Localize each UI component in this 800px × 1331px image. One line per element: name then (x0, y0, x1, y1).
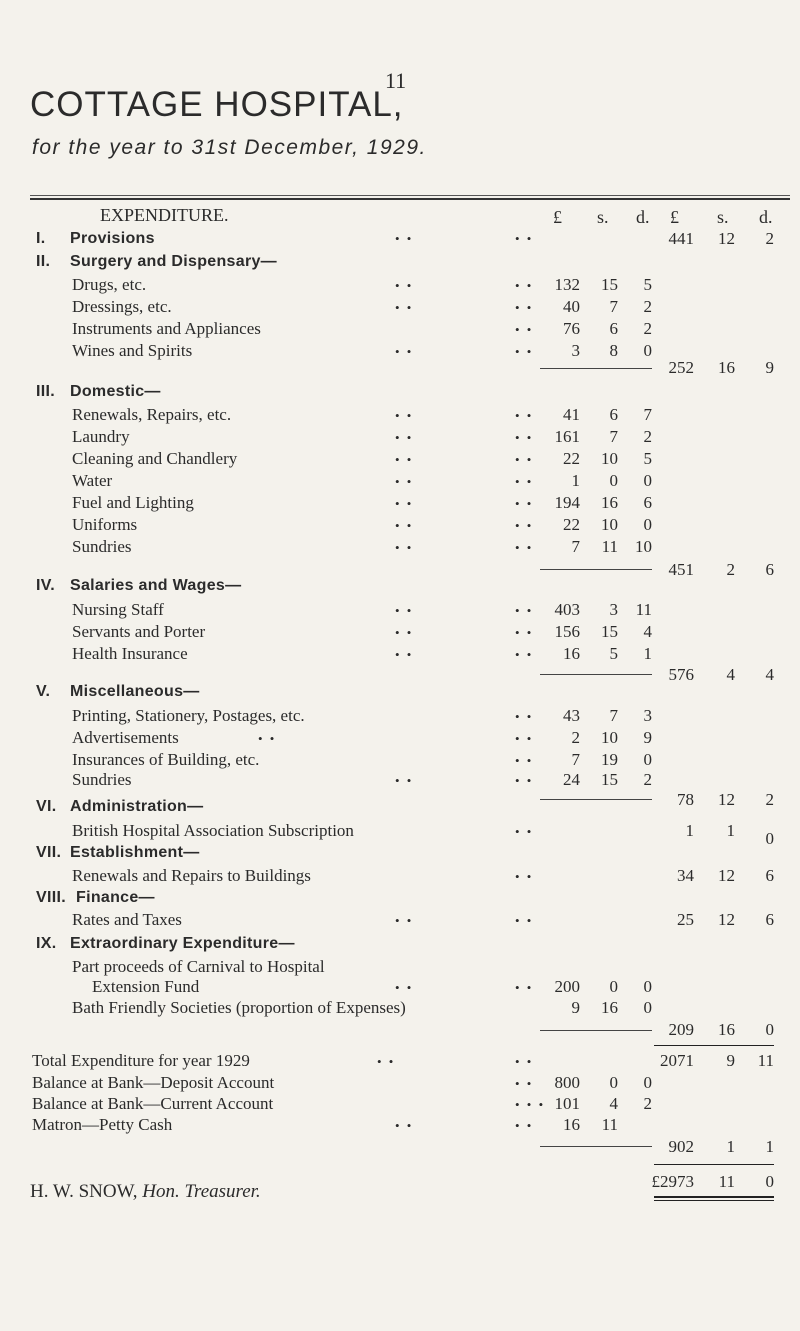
section-numeral: IX. (36, 935, 57, 952)
amount-pounds: 800 (554, 1073, 580, 1092)
item-label: Laundry (72, 427, 130, 446)
leader-dots: • • (515, 913, 534, 928)
section-title: Surgery and Dispensary— (70, 253, 277, 270)
leader-dots: • • (515, 278, 534, 293)
subtotal-rule (540, 1146, 652, 1147)
total-shillings: 9 (726, 1051, 735, 1070)
amount-shillings: 3 (609, 600, 618, 619)
leader-dots: • • (515, 647, 534, 662)
total-shillings: 16 (718, 358, 735, 377)
total-shillings: 12 (718, 229, 735, 248)
amount-shillings: 15 (601, 770, 618, 789)
amount-pence: 0 (643, 1073, 652, 1092)
section-title: Provisions (70, 230, 155, 247)
total-pence: 6 (765, 866, 774, 885)
total-pounds: 576 (668, 665, 694, 684)
amount-pounds: 16 (563, 1115, 580, 1134)
section-title: Finance— (76, 889, 155, 906)
section-numeral: IV. (36, 577, 55, 594)
total-shillings: 16 (718, 1020, 735, 1039)
total-pounds: 451 (668, 560, 694, 579)
amount-pence: 10 (635, 537, 652, 556)
subtotal-rule (540, 674, 652, 675)
amount-pence: 2 (643, 770, 652, 789)
item-label: Total Expenditure for year 1929 (32, 1051, 250, 1070)
total-pounds: 902 (668, 1137, 694, 1156)
item-label: Matron—Petty Cash (32, 1115, 173, 1134)
leader-dots: • • (395, 1118, 414, 1133)
total-pounds: 78 (677, 790, 694, 809)
total-pence: 6 (765, 910, 774, 929)
leader-dots: • • (515, 474, 534, 489)
total-shillings: 1 (726, 821, 735, 840)
page-subtitle: for the year to 31st December, 1929. (32, 136, 427, 159)
amount-pounds: 156 (554, 622, 580, 641)
amount-pence: 2 (643, 1094, 652, 1113)
total-pence: 0 (765, 829, 774, 848)
item-label: Servants and Porter (72, 622, 206, 641)
amount-shillings: 0 (609, 1073, 618, 1092)
amount-shillings: 7 (609, 297, 618, 316)
amount-shillings: 11 (601, 1115, 618, 1134)
subtotal-rule (540, 799, 652, 800)
amount-pence: 2 (643, 319, 652, 338)
grand-total-shillings: 11 (718, 1172, 735, 1191)
leader-dots: • • (395, 474, 414, 489)
leader-dots: • • (515, 408, 534, 423)
amount-pence: 0 (643, 515, 652, 534)
leader-dots: • • (515, 869, 534, 884)
leader-dots: • • (515, 344, 534, 359)
leader-dots: • • (395, 980, 414, 995)
leader-dots: • • (377, 1054, 396, 1069)
total-shillings: 12 (718, 866, 735, 885)
item-label: Uniforms (72, 515, 138, 534)
amount-pence: 0 (643, 998, 652, 1017)
item-label: Cleaning and Chandlery (72, 449, 238, 468)
item-label: Printing, Stationery, Postages, etc. (72, 706, 305, 725)
item-label: Advertisements (72, 728, 179, 747)
item-label: Dressings, etc. (72, 297, 172, 316)
amount-pounds: 76 (563, 319, 580, 338)
amount-shillings: 6 (609, 405, 618, 424)
amount-pounds: 1 (571, 471, 580, 490)
amount-pence: 0 (643, 977, 652, 996)
subtotal-rule (540, 368, 652, 369)
amount-shillings: 0 (609, 977, 618, 996)
total-pounds: 252 (668, 358, 694, 377)
total-pounds: 1 (685, 821, 694, 840)
amount-shillings: 0 (609, 471, 618, 490)
subtotal-rule (540, 569, 652, 570)
leader-dots: • • (395, 344, 414, 359)
amount-shillings: 10 (601, 515, 618, 534)
amount-pounds: 22 (563, 449, 580, 468)
section-title: Extraordinary Expenditure— (70, 935, 295, 952)
amount-pounds: 7 (571, 537, 580, 556)
section-title: Miscellaneous— (70, 683, 200, 700)
amount-shillings: 4 (609, 1094, 618, 1113)
leader-dots: • • (395, 518, 414, 533)
amount-pounds: 403 (554, 600, 580, 619)
leader-dots: • • (395, 603, 414, 618)
section-title: Salaries and Wages— (70, 577, 242, 594)
amount-shillings: 10 (601, 449, 618, 468)
item-label: Part proceeds of Carnival to Hospital (72, 957, 325, 976)
top-rule-double (30, 198, 790, 200)
page-number: 11 (385, 68, 407, 93)
grand-total-pounds: £2973 (651, 1172, 694, 1191)
amount-pence: 3 (643, 706, 652, 725)
amount-pounds: 41 (563, 405, 580, 424)
item-label: Balance at Bank—Deposit Account (32, 1073, 275, 1092)
page-title: COTTAGE HOSPITAL, (30, 85, 404, 124)
grand-total-pence: 0 (765, 1172, 774, 1191)
leader-dots: • • (395, 913, 414, 928)
leader-dots: • • (515, 731, 534, 746)
amount-pounds: 43 (563, 706, 580, 725)
grand-total-rule (654, 1164, 774, 1165)
total-rule (654, 1045, 774, 1046)
amount-pence: 6 (643, 493, 652, 512)
leader-dots: • • (395, 430, 414, 445)
section-title: Domestic— (70, 383, 161, 400)
amount-shillings: 6 (609, 319, 618, 338)
total-shillings: 12 (718, 790, 735, 809)
col-shillings-2: s. (717, 207, 729, 227)
leader-dots: • • (515, 430, 534, 445)
section-numeral: VIII. (36, 889, 66, 906)
col-shillings-1: s. (597, 207, 609, 227)
amount-shillings: 5 (609, 644, 618, 663)
item-label-continued: Extension Fund (92, 977, 200, 996)
amount-pence: 11 (635, 600, 652, 619)
item-label: Health Insurance (72, 644, 188, 663)
amount-pounds: 101 (554, 1094, 580, 1113)
expenditure-heading: EXPENDITURE. (100, 205, 229, 225)
leader-dots: • • (515, 300, 534, 315)
amount-pounds: 2 (571, 728, 580, 747)
item-label: Nursing Staff (72, 600, 164, 619)
amount-pounds: 22 (563, 515, 580, 534)
subtotal-rule (540, 1030, 652, 1031)
leader-dots: • • (395, 231, 414, 246)
treasurer-name: H. W. SNOW, (30, 1181, 138, 1202)
section-title: Administration— (70, 798, 204, 815)
top-rule (30, 195, 790, 196)
leader-dots: • • (395, 773, 414, 788)
item-label: Renewals, Repairs, etc. (72, 405, 232, 424)
leader-dots: • • (515, 980, 534, 995)
amount-pence: 5 (643, 275, 652, 294)
leader-dots: • • (395, 625, 414, 640)
amount-pounds: 9 (571, 998, 580, 1017)
amount-shillings: 7 (609, 706, 618, 725)
leader-dots: • • (515, 753, 534, 768)
leader-dots: • • (515, 496, 534, 511)
total-pence: 1 (765, 1137, 774, 1156)
leader-dots: • • (515, 603, 534, 618)
leader-dots: • • (395, 300, 414, 315)
leader-dots: • • (395, 452, 414, 467)
amount-pounds: 40 (563, 297, 580, 316)
leader-dots: • • (515, 518, 534, 533)
col-pounds-1: £ (553, 207, 562, 227)
total-pounds: 2071 (660, 1051, 694, 1070)
amount-pounds: 16 (563, 644, 580, 663)
total-shillings: 12 (718, 910, 735, 929)
total-shillings: 4 (726, 665, 735, 684)
col-pence-2: d. (759, 207, 773, 227)
section-numeral: II. (36, 253, 51, 270)
leader-dots: • • (515, 1118, 534, 1133)
total-pence: 11 (757, 1051, 774, 1070)
leader-dots: • • (258, 731, 277, 746)
item-label: Rates and Taxes (72, 910, 182, 929)
leader-dots: • • (515, 625, 534, 640)
item-label: Drugs, etc. (72, 275, 147, 294)
total-pence: 6 (765, 560, 774, 579)
item-label: Instruments and Appliances (72, 319, 261, 338)
section-numeral: VI. (36, 798, 57, 815)
amount-pence: 0 (643, 341, 652, 360)
leader-dots: • • (515, 540, 534, 555)
col-pence-1: d. (636, 207, 650, 227)
leader-dots: • • (395, 496, 414, 511)
leader-dots: • • (515, 1076, 534, 1091)
amount-pence: 2 (643, 297, 652, 316)
amount-pounds: 200 (554, 977, 580, 996)
total-pounds: 441 (668, 229, 694, 248)
amount-pence: 4 (643, 622, 652, 641)
amount-pence: 7 (643, 405, 652, 424)
item-label: Renewals and Repairs to Buildings (72, 866, 311, 885)
amount-shillings: 19 (601, 750, 618, 769)
item-label: Wines and Spirits (72, 341, 193, 360)
amount-shillings: 7 (609, 427, 618, 446)
section-numeral: I. (36, 230, 46, 247)
item-label: Sundries (72, 770, 132, 789)
amount-shillings: 11 (601, 537, 618, 556)
grand-total-double-rule (654, 1196, 774, 1198)
total-pounds: 209 (668, 1020, 694, 1039)
section-numeral: VII. (36, 844, 62, 861)
amount-pounds: 132 (554, 275, 580, 294)
total-shillings: 1 (726, 1137, 735, 1156)
col-pounds-2: £ (670, 207, 679, 227)
amount-shillings: 16 (601, 998, 618, 1017)
amount-pounds: 3 (571, 341, 580, 360)
total-pence: 2 (765, 229, 774, 248)
amount-shillings: 10 (601, 728, 618, 747)
leader-dots: • • • (515, 1097, 546, 1112)
total-shillings: 2 (726, 560, 735, 579)
item-label: Balance at Bank—Current Account (32, 1094, 274, 1113)
section-numeral: III. (36, 383, 55, 400)
leader-dots: • • (515, 322, 534, 337)
leader-dots: • • (395, 647, 414, 662)
leader-dots: • • (515, 773, 534, 788)
amount-pounds: 194 (554, 493, 580, 512)
amount-pence: 0 (643, 750, 652, 769)
item-label: Water (72, 471, 113, 490)
leader-dots: • • (515, 231, 534, 246)
amount-shillings: 8 (609, 341, 618, 360)
item-label: Bath Friendly Societies (proportion of Expenses) (72, 998, 406, 1017)
section-numeral: V. (36, 683, 51, 700)
item-label: Insurances of Building, etc. (72, 750, 260, 769)
leader-dots: • • (395, 540, 414, 555)
item-label: Sundries (72, 537, 132, 556)
amount-pence: 1 (643, 644, 652, 663)
amount-pence: 0 (643, 471, 652, 490)
leader-dots: • • (395, 408, 414, 423)
amount-shillings: 15 (601, 622, 618, 641)
amount-pence: 2 (643, 427, 652, 446)
grand-total-double-rule-2 (654, 1200, 774, 1201)
amount-pounds: 161 (554, 427, 580, 446)
leader-dots: • • (515, 452, 534, 467)
leader-dots: • • (515, 1054, 534, 1069)
leader-dots: • • (515, 824, 534, 839)
treasurer-role: Hon. Treasurer. (142, 1181, 261, 1202)
leader-dots: • • (515, 709, 534, 724)
total-pence: 2 (765, 790, 774, 809)
total-pence: 9 (765, 358, 774, 377)
amount-shillings: 15 (601, 275, 618, 294)
item-label: Fuel and Lighting (72, 493, 194, 512)
amount-shillings: 16 (601, 493, 618, 512)
signature (30, 1181, 261, 1203)
amount-pounds: 7 (571, 750, 580, 769)
amount-pounds: 24 (563, 770, 580, 789)
amount-pence: 5 (643, 449, 652, 468)
leader-dots: • • (395, 278, 414, 293)
total-pence: 0 (765, 1020, 774, 1039)
amount-pence: 9 (643, 728, 652, 747)
total-pounds: 25 (677, 910, 694, 929)
total-pounds: 34 (677, 866, 694, 885)
item-label: British Hospital Association Subscription (72, 821, 354, 840)
total-pence: 4 (765, 665, 774, 684)
section-title: Establishment— (70, 844, 200, 861)
